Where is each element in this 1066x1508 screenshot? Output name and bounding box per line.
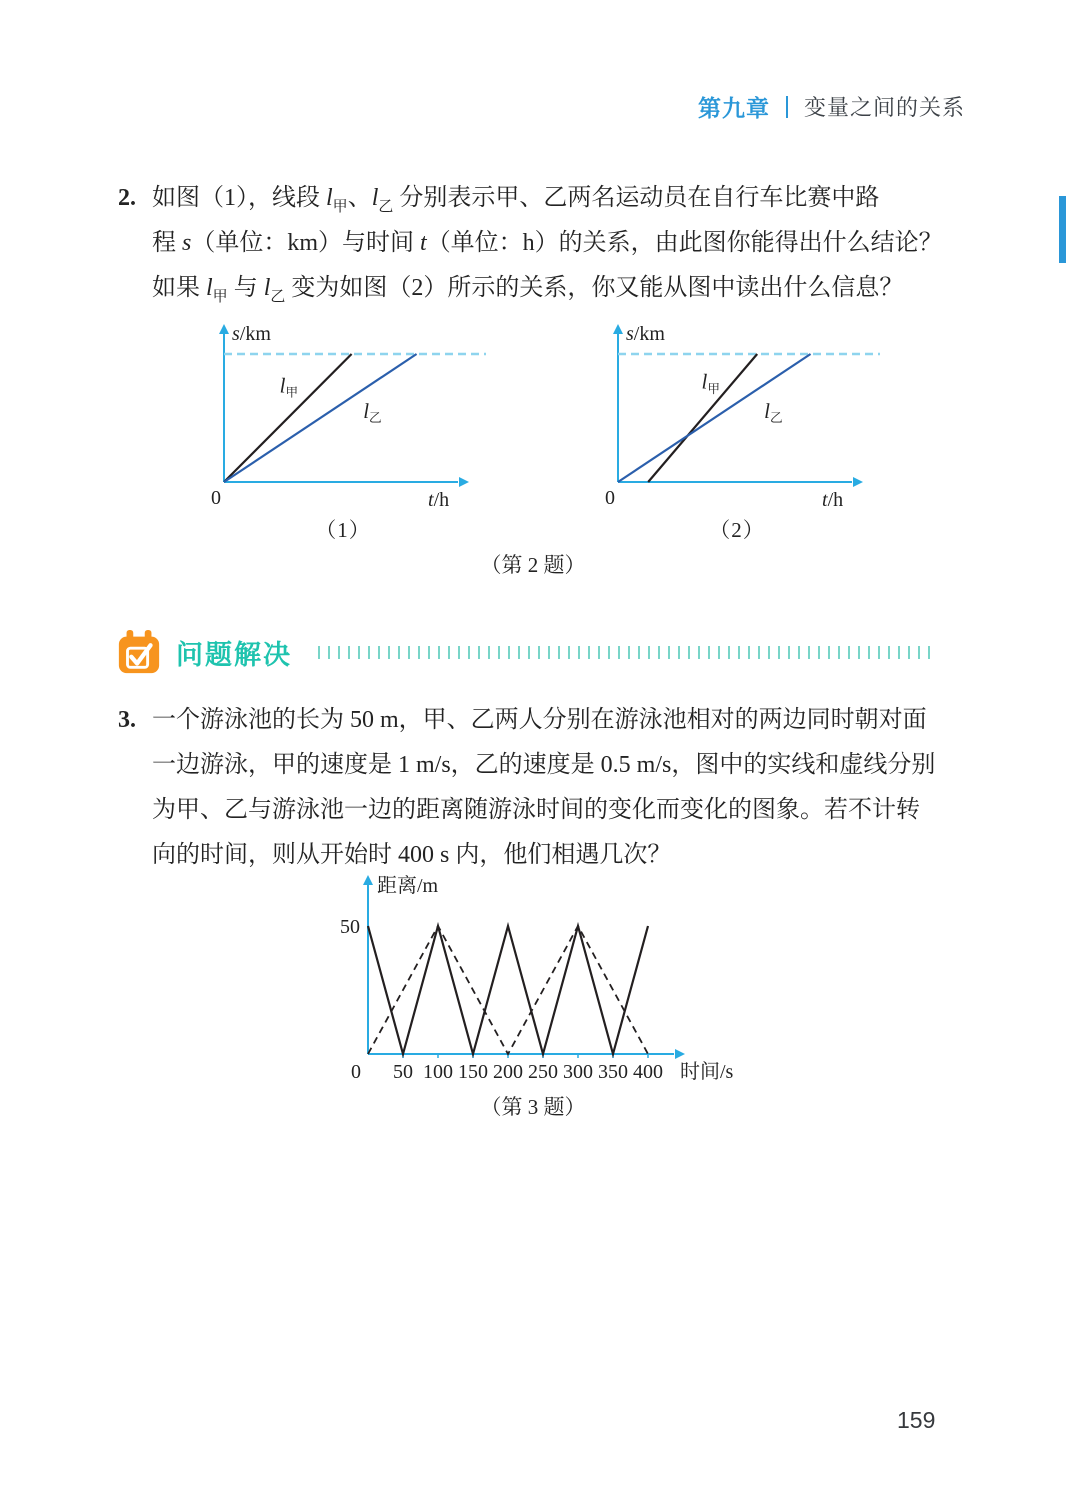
- problem-3-number: 3.: [118, 707, 136, 733]
- problem-3-line-4: 向的时间，则从开始时 400 s 内，他们相遇几次？: [152, 842, 672, 868]
- problem-2-text: [118, 176, 994, 311]
- problem-2-figure-caption: （第 2 题）: [480, 553, 586, 577]
- problem-2-line-3: 如果 $l_甲$ 与 $l_乙$ 变为如图（2）所示的关系，你又能从图中读出什么信息？: [152, 275, 904, 305]
- origin-label: 0: [351, 1061, 361, 1083]
- origin-label: 0: [605, 487, 615, 509]
- problem-2-line-2: 程 s（单位：km）与时间 t（单位：h）的关系，由此图你能得出什么结论？: [152, 230, 943, 256]
- series-label-l乙: $l_乙$: [363, 399, 382, 426]
- y-axis-label: s/km: [626, 323, 665, 345]
- y-axis-label: 距离/m: [377, 875, 439, 897]
- page-number: 159: [897, 1407, 936, 1433]
- figure-2-chart: [582, 320, 892, 510]
- axis-arrow: [363, 875, 373, 885]
- figure-2-caption: （2）: [709, 518, 765, 542]
- axis-arrow: [613, 324, 623, 334]
- page-edge-marker: [1059, 196, 1066, 263]
- problem-3-figure-caption: （第 3 题）: [480, 1095, 586, 1119]
- page-header: [698, 90, 965, 123]
- series-甲（实线）: [368, 926, 648, 1054]
- series-label-l甲: $l_甲$: [701, 369, 720, 396]
- series-label-l甲: $l_甲$: [279, 373, 299, 400]
- calendar-check-icon: [116, 628, 162, 676]
- x-tick-label: 100: [423, 1061, 453, 1083]
- x-tick-label: 350: [598, 1061, 628, 1083]
- chapter-title: 变量之间的关系: [803, 95, 965, 120]
- axis-arrow: [219, 324, 229, 334]
- problem-3-line-2: 一边游泳，甲的速度是 1 m/s，乙的速度是 0.5 m/s，图中的实线和虚线分别: [152, 752, 936, 778]
- origin-label: 0: [211, 487, 221, 509]
- series-label-l乙: $l_乙$: [764, 399, 783, 426]
- problem-3-text: [118, 698, 994, 878]
- figure-1-chart: [188, 320, 498, 510]
- section-title: 问题解决: [176, 639, 292, 670]
- problem-3: [118, 698, 994, 878]
- series-l乙: [224, 354, 417, 482]
- series-乙（虚线）: [368, 926, 648, 1054]
- problem-2: [118, 176, 994, 311]
- problem-2-number: 2.: [118, 185, 136, 211]
- x-tick-label: 200: [493, 1061, 523, 1083]
- x-axis-label: t/h: [822, 489, 844, 510]
- axis-arrow: [853, 477, 863, 487]
- x-tick-label: 300: [563, 1061, 593, 1083]
- x-axis-label: 时间/s: [680, 1061, 734, 1083]
- y-axis-label: s/km: [232, 323, 271, 345]
- y-tick-label: 50: [340, 916, 360, 938]
- figure-1: [188, 320, 498, 544]
- problem-3-figure: [328, 870, 746, 1090]
- chapter-label: 第九章: [697, 95, 770, 121]
- figure-2: [582, 320, 892, 544]
- header-divider: [786, 96, 788, 118]
- x-tick-label: 250: [528, 1061, 558, 1083]
- axis-arrow: [675, 1049, 685, 1059]
- figure-1-caption: （1）: [315, 518, 371, 542]
- x-tick-label: 150: [458, 1061, 488, 1083]
- section-problem-solving: [116, 628, 966, 676]
- x-tick-label: 400: [633, 1061, 663, 1083]
- section-tick-pattern: [318, 646, 938, 659]
- x-axis-label: t/h: [428, 489, 450, 510]
- x-tick-label: 50: [393, 1061, 413, 1083]
- problem-3-chart: [328, 870, 746, 1085]
- problem-3-line-3: 为甲、乙与游泳池一边的距离随游泳时间的变化而变化的图象。若不计转: [152, 797, 920, 823]
- problem-2-line-1: 如图（1），线段 $l_甲$、$l_乙$ 分别表示甲、乙两名运动员在自行车比赛中路: [152, 185, 880, 215]
- problem-3-line-1: 一个游泳池的长为 50 m，甲、乙两人分别在游泳池相对的两边同时朝对面: [152, 707, 927, 733]
- series-l甲: [224, 354, 352, 482]
- axis-arrow: [459, 477, 469, 487]
- problem-2-figures: [100, 320, 980, 544]
